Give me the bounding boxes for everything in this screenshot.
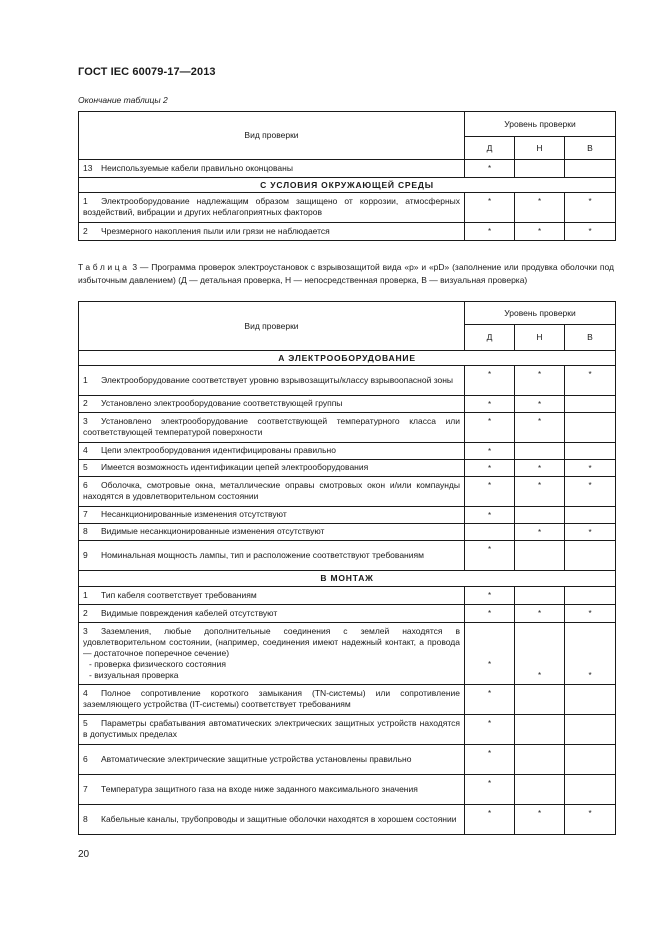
mark-d: * bbox=[465, 587, 515, 605]
row-number: 7 bbox=[83, 783, 88, 794]
table-3 bbox=[78, 301, 616, 835]
mark-v bbox=[565, 587, 616, 605]
level-header-d: Д bbox=[465, 325, 515, 351]
mark-n bbox=[515, 507, 565, 524]
row-text: Параметры срабатывания автоматических электрических защитных устройств находятся в допустимых пределах bbox=[83, 718, 460, 739]
row-text: Электрооборудование надлежащим образом защищено от коррозии, атмосферных воздействий, вибрации и других неблагоприятных факторов bbox=[83, 196, 460, 217]
mark-n: * bbox=[515, 623, 565, 685]
mark-n bbox=[515, 775, 565, 805]
mark-d: * bbox=[465, 193, 515, 223]
table-row bbox=[79, 223, 616, 241]
col-header-check-level: Уровень проверки bbox=[465, 112, 616, 137]
row-number: 8 bbox=[83, 813, 88, 824]
section-row bbox=[79, 351, 616, 366]
row-number: 13 bbox=[83, 162, 93, 173]
row-text: Тип кабеля соответствует требованиям bbox=[101, 589, 257, 600]
row-number: 5 bbox=[83, 718, 88, 728]
table-2-end bbox=[78, 111, 616, 241]
row-text: Установлено электрооборудование соответствующей температурного класса или соответствующей температурой поверхности bbox=[83, 416, 460, 437]
row-number: 3 bbox=[83, 625, 88, 636]
mark-d: * bbox=[465, 745, 515, 775]
mark-n: * bbox=[515, 223, 565, 241]
row-number: 1 bbox=[83, 374, 88, 385]
level-header-n: Н bbox=[515, 137, 565, 160]
row-text: Оболочка, смотровые окна, металлические оправы смотровых окон и/или компаунды находятся в удовлетворительном состоянии bbox=[83, 480, 460, 501]
mark-v: * bbox=[565, 193, 616, 223]
row-number: 4 bbox=[83, 688, 88, 698]
table-row bbox=[79, 805, 616, 835]
mark-n: * bbox=[515, 366, 565, 396]
col-header-check-type: Вид проверки bbox=[79, 112, 465, 160]
table-row bbox=[79, 160, 616, 178]
table-caption-lead: Таблица bbox=[78, 262, 130, 272]
mark-d: * bbox=[465, 396, 515, 413]
mark-v bbox=[565, 745, 616, 775]
row-text: Электрооборудование соответствует уровню взрывозащиты/классу взрывоопасной зоны bbox=[101, 374, 454, 385]
table-row bbox=[79, 443, 616, 460]
row-number: 2 bbox=[83, 607, 88, 618]
mark-v bbox=[565, 396, 616, 413]
table-row bbox=[79, 541, 616, 571]
row-text: Кабельные каналы, трубопроводы и защитные оболочки находятся в хорошем состоянии bbox=[101, 813, 457, 824]
standard-designation: ГОСТ IEC 60079-17—2013 bbox=[78, 66, 216, 78]
section-title: В МОНТАЖ bbox=[79, 571, 616, 587]
mark-v bbox=[565, 685, 616, 715]
mark-n: * bbox=[515, 460, 565, 477]
mark-v bbox=[565, 507, 616, 524]
row-text: Температура защитного газа на входе ниже заданного максимального значения bbox=[101, 783, 418, 794]
row-text: Видимые повреждения кабелей отсутствуют bbox=[101, 607, 278, 618]
row-subitem: - визуальная проверка bbox=[89, 669, 179, 680]
row-number: 1 bbox=[83, 589, 88, 600]
mark-v bbox=[565, 541, 616, 571]
row-number: 2 bbox=[83, 225, 88, 236]
mark-v: * bbox=[565, 477, 616, 507]
table-row bbox=[79, 193, 616, 223]
mark-v bbox=[565, 413, 616, 443]
section-title: А ЭЛЕКТРООБОРУДОВАНИЕ bbox=[79, 351, 616, 366]
mark-d: * bbox=[465, 460, 515, 477]
level-header-v: В bbox=[565, 137, 616, 160]
row-number: 3 bbox=[83, 416, 88, 426]
mark-d: * bbox=[465, 715, 515, 745]
mark-n bbox=[515, 541, 565, 571]
row-text: Установлено электрооборудование соответствующей группы bbox=[101, 398, 343, 408]
mark-v: * bbox=[565, 623, 616, 685]
row-text: Цепи электрооборудования идентифицированы правильно bbox=[101, 445, 336, 455]
row-text: Неиспользуемые кабели правильно оконцованы bbox=[101, 162, 293, 173]
mark-n bbox=[515, 685, 565, 715]
row-number: 6 bbox=[83, 753, 88, 764]
table2-continuation-caption: Окончание таблицы 2 bbox=[78, 95, 168, 105]
mark-n bbox=[515, 745, 565, 775]
row-text: Видимые несанкционированные изменения отсутствуют bbox=[101, 526, 325, 536]
row-text: Заземления, любые дополнительные соединения с землей находятся в удовлетворительном состоянии, (например, соединения имеют надежный контакт, а провода — достаточное поперечное сечение) bbox=[83, 625, 460, 658]
col-header-check-level: Уровень проверки bbox=[465, 302, 616, 325]
mark-d: * bbox=[465, 413, 515, 443]
row-number: 1 bbox=[83, 196, 88, 206]
row-number: 8 bbox=[83, 526, 88, 536]
table-row bbox=[79, 745, 616, 775]
table-caption-text: 3 — Программа проверок электроустановок с взрывозащитой вида «р» и «pD» (заполнение или продувка оболочки под избыточным давлением) (Д — детальная проверка, Н — непосредственная проверка, В — визуальная проверка) bbox=[78, 262, 614, 285]
row-text: Автоматические электрические защитные устройства установлены правильно bbox=[101, 753, 412, 764]
row-number: 4 bbox=[83, 445, 88, 455]
mark-v bbox=[565, 775, 616, 805]
mark-v: * bbox=[565, 366, 616, 396]
table-row bbox=[79, 524, 616, 541]
mark-n: * bbox=[515, 413, 565, 443]
row-text: Полное сопротивление короткого замыкания (TN-системы) или сопротивление заземляющего устройства (IT-системы) соответствует требованиям bbox=[83, 688, 460, 709]
table-row bbox=[79, 507, 616, 524]
table-row bbox=[79, 605, 616, 623]
mark-n: * bbox=[515, 605, 565, 623]
row-text: Несанкционированные изменения отсутствуют bbox=[101, 509, 287, 519]
mark-d: * bbox=[465, 160, 515, 178]
mark-d: * bbox=[465, 605, 515, 623]
table-row bbox=[79, 413, 616, 443]
mark-d: * bbox=[465, 623, 515, 685]
mark-d: * bbox=[465, 223, 515, 241]
mark-n: * bbox=[515, 805, 565, 835]
mark-v: * bbox=[565, 605, 616, 623]
mark-n bbox=[515, 160, 565, 178]
mark-v: * bbox=[565, 524, 616, 541]
mark-d: * bbox=[465, 805, 515, 835]
mark-n bbox=[515, 443, 565, 460]
mark-v bbox=[565, 715, 616, 745]
mark-n: * bbox=[515, 193, 565, 223]
level-header-v: В bbox=[565, 325, 616, 351]
table-row bbox=[79, 460, 616, 477]
mark-n: * bbox=[515, 524, 565, 541]
table-row bbox=[79, 366, 616, 396]
page-number: 20 bbox=[78, 849, 90, 860]
mark-n bbox=[515, 587, 565, 605]
table-row bbox=[79, 623, 616, 685]
mark-v: * bbox=[565, 460, 616, 477]
table-row bbox=[79, 715, 616, 745]
mark-v bbox=[565, 160, 616, 178]
table-row bbox=[79, 775, 616, 805]
table-row bbox=[79, 477, 616, 507]
level-header-d: Д bbox=[465, 137, 515, 160]
mark-n: * bbox=[515, 396, 565, 413]
mark-d: * bbox=[465, 685, 515, 715]
mark-d: * bbox=[465, 366, 515, 396]
row-number: 6 bbox=[83, 480, 88, 490]
level-header-n: Н bbox=[515, 325, 565, 351]
row-text: Имеется возможность идентификации цепей электрооборудования bbox=[101, 462, 369, 472]
row-text: Чрезмерного накопления пыли или грязи не наблюдается bbox=[101, 225, 330, 236]
mark-d: * bbox=[465, 775, 515, 805]
row-number: 7 bbox=[83, 509, 88, 519]
mark-d: * bbox=[465, 507, 515, 524]
mark-n: * bbox=[515, 477, 565, 507]
section-title: С УСЛОВИЯ ОКРУЖАЮЩЕЙ СРЕДЫ bbox=[79, 178, 616, 193]
row-text: Номинальная мощность лампы, тип и расположение соответствуют требованиям bbox=[101, 549, 424, 560]
mark-d: * bbox=[465, 541, 515, 571]
table-row bbox=[79, 587, 616, 605]
table-row bbox=[79, 685, 616, 715]
row-subitem: - проверка физического состояния bbox=[89, 658, 226, 669]
mark-d bbox=[465, 524, 515, 541]
row-number: 2 bbox=[83, 398, 88, 408]
mark-n bbox=[515, 715, 565, 745]
section-row bbox=[79, 178, 616, 193]
mark-v bbox=[565, 443, 616, 460]
mark-d: * bbox=[465, 443, 515, 460]
row-number: 5 bbox=[83, 462, 88, 472]
mark-v: * bbox=[565, 805, 616, 835]
section-row bbox=[79, 571, 616, 587]
col-header-check-type: Вид проверки bbox=[79, 302, 465, 351]
mark-v: * bbox=[565, 223, 616, 241]
row-number: 9 bbox=[83, 549, 88, 560]
table-row bbox=[79, 396, 616, 413]
mark-d: * bbox=[465, 477, 515, 507]
table3-caption bbox=[78, 261, 614, 286]
